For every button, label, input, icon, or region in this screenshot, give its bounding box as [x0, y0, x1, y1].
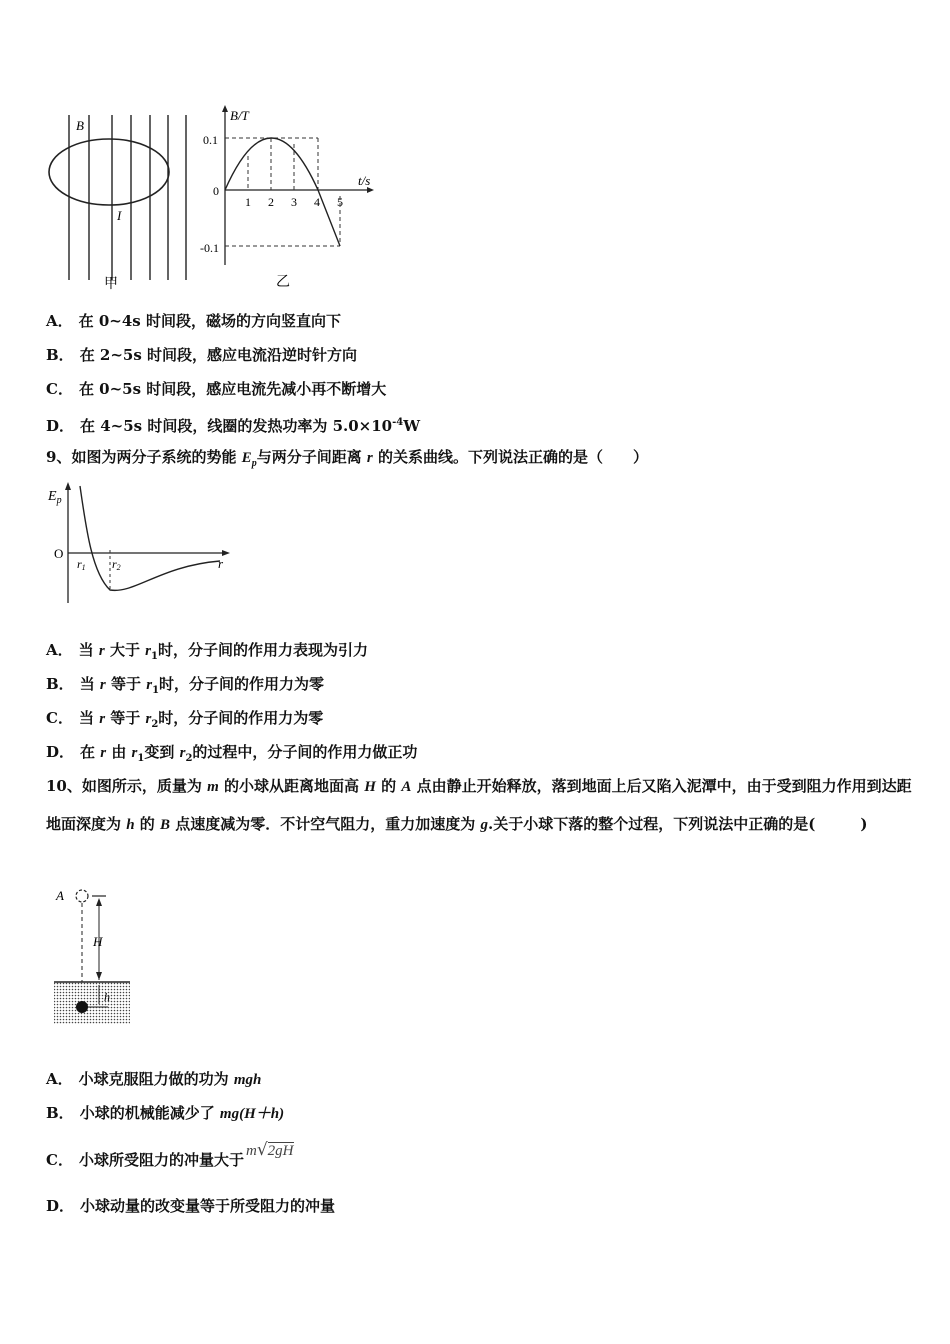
r-axis-label: r — [218, 556, 224, 571]
r1-label: r1 — [77, 557, 86, 572]
x-tick-1: 1 — [245, 195, 251, 209]
q9-option-c[interactable]: C． 当 r 等于 $r_2$时，分子间的作用力为零 — [46, 709, 324, 730]
q8-option-b[interactable]: B． 在 2~5s 时间段，感应电流沿逆时针方向 — [46, 346, 358, 364]
q9-option-b[interactable]: B． 当 r 等于 $r_1$时，分子间的作用力为零 — [46, 675, 325, 696]
y-axis-label: B/T — [230, 108, 249, 123]
x-tick-2: 2 — [268, 195, 274, 209]
q10-option-c[interactable]: C． 小球所受阻力的冲量大于 m√2gH — [46, 1140, 294, 1169]
loop-diagram — [49, 115, 186, 292]
falling-ball-figure — [50, 880, 140, 1030]
x-tick-4: 4 — [314, 195, 320, 209]
ep-label: $E_p$ — [48, 489, 62, 506]
b-curve — [225, 138, 340, 246]
y-tick-0: 0 — [213, 184, 219, 198]
ball-end — [76, 1001, 88, 1013]
q10-stem: 10、如图所示，质量为 m 的小球从距离地面高 H 的 A 点由静止开始释放，落到地面上后又陷入泥潭中，由于受到阻力作用到达距地面深度为 h 的 B 点速度减为零．不计空气阻力，重力加速度为 g.关于小球下落的整个过程，下列说法中正确的是( ) — [46, 777, 912, 833]
H-label: H — [93, 934, 103, 949]
q9-stem: 9、如图为两分子系统的势能 $E_p$与两分子间距离 r 的关系曲线。下列说法正确的是（ ） — [46, 448, 648, 469]
q9-option-d[interactable]: D． 在 r 由 $r_1$变到 $r_2$的过程中，分子间的作用力做正功 — [46, 743, 418, 764]
label-B: B — [76, 118, 84, 133]
h-label: h — [104, 990, 110, 1004]
ep-r-graph — [40, 478, 240, 608]
sqrt-expression: m√2gH — [245, 1140, 294, 1160]
q8-option-c[interactable]: C． 在 0~5s 时间段，感应电流先减小再不断增大 — [46, 380, 387, 398]
figure-loop-and-graph — [40, 100, 390, 295]
bt-graph — [200, 105, 374, 290]
origin-label: O — [54, 546, 64, 561]
caption-yi: 乙 — [276, 275, 290, 290]
q10-option-b[interactable]: B． 小球的机械能减少了 mg(H＋h) — [46, 1104, 285, 1122]
x-tick-3: 3 — [291, 195, 297, 209]
caption-jia: 甲 — [104, 277, 118, 292]
coil-loop — [49, 139, 169, 205]
point-A-label: A — [56, 888, 64, 903]
y-tick-neg0.1: -0.1 — [200, 241, 219, 255]
q8-option-a[interactable]: A． 在 0~4s 时间段，磁场的方向竖直向下 — [46, 312, 341, 330]
label-I: I — [117, 208, 122, 223]
mud — [54, 982, 130, 1024]
ball-start — [76, 890, 88, 902]
q8-option-d[interactable]: D． 在 4~5s 时间段，线圈的发热功率为 $5.0\times 10^{-4}W$ — [46, 417, 421, 435]
x-tick-5: 5 — [337, 195, 343, 209]
ep-curve — [80, 486, 220, 590]
q10-option-a[interactable]: A． 小球克服阻力做的功为 mgh — [46, 1070, 262, 1088]
r2-label: r2 — [112, 557, 121, 572]
q10-option-d[interactable]: D． 小球动量的改变量等于所受阻力的冲量 — [46, 1197, 336, 1215]
q9-option-a[interactable]: A． 当 r 大于 $r_1$时，分子间的作用力表现为引力 — [46, 641, 368, 662]
x-axis-label: t/s — [358, 173, 371, 188]
y-tick-0.1: 0.1 — [203, 133, 218, 147]
